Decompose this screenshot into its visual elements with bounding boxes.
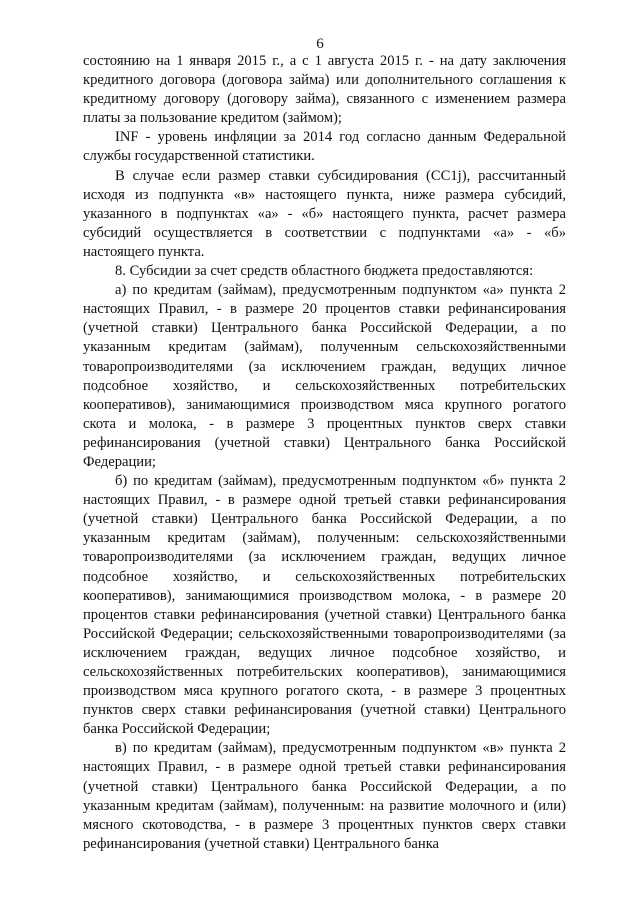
document-body [83,52,566,854]
paragraph-subitem-b: б) по кредитам (займам), предусмотренным подпунктом «б» пункта 2 настоящих Правил, - в размере одной третьей ставки рефинансирования (учетной ставки) Центрального банка Российской Федерации, а по указанным кредитам (займам), полученным: сельскохозяйственными товаропроизводителями (за исключением граждан, ведущих личное подсобное хозяйство, и сельскохозяйственных потребительских кооперативов), занимающимися производством молока, - в размере 20 процентов ставки рефинансирования (учетной ставки) Центрального банка Российской Федерации; сельскохозяйственными товаропроизводителями (за исключением граждан, ведущих личное подсобное хозяйство, и сельскохозяйственных потребительских кооперативов), занимающимися производством мяса крупного рогатого скота, - в размере 3 процентных пунктов сверх ставки рефинансирования (учетной ставки) Центрального банка Российской Федерации; [83,473,566,738]
page-number: 6 [316,36,324,52]
paragraph-subitem-a: а) по кредитам (займам), предусмотренным подпунктом «а» пункта 2 настоящих Правил, - в размере 20 процентов ставки рефинансирования (учетной ставки) Центрального банка Российской Федерации, а по указанным кредитам (займам), полученным сельскохозяйственными товаропроизводителями (за исключением граждан, ведущих личное подсобное хозяйство, и сельскохозяйственных потребительских кооперативов), занимающимися производством мяса крупного рогатого скота и молока, - в размере 3 процентных пунктов сверх ставки рефинансирования (учетной ставки) Центрального банка Российской Федерации; [83,282,566,470]
paragraph-section-8-heading: 8. Субсидии за счет средств областного бюджета предоставляются: [115,263,534,280]
paragraph-subitem-v: в) по кредитам (займам), предусмотренным подпунктом «в» пункта 2 настоящих Правил, - в размере одной третьей ставки рефинансирования (учетной ставки) Центрального банка Российской Федерации, а по указанным кредитам (займам), полученным: на развитие молочного и (или) мясного скотоводства, - в размере 3 процентных пунктов сверх ставки рефинансирования (учетной ставки) Центрального банка [83,740,566,852]
paragraph-subsidy-rate-condition: В случае если размер ставки субсидирования (СС1j), рассчитанный исходя из подпункта «в» настоящего пункта, ниже размера субсидий, указанного в подпунктах «а» - «б» настоящего пункта, расчет размера субсидий осуществляется в соответствии с подпунктами «а» - «б» настоящего пункта. [83,167,566,260]
paragraph-inf-definition: INF - уровень инфляции за 2014 год согласно данным Федеральной службы государственной статистики. [83,129,566,165]
paragraph-rate-date-continuation: состоянию на 1 января 2015 г., а с 1 августа 2015 г. - на дату заключения кредитного договора (договора займа) или дополнительного соглашения к кредитному договору (договору займа), связанного с изменением размера платы за пользование кредитом (займом); [83,53,566,127]
